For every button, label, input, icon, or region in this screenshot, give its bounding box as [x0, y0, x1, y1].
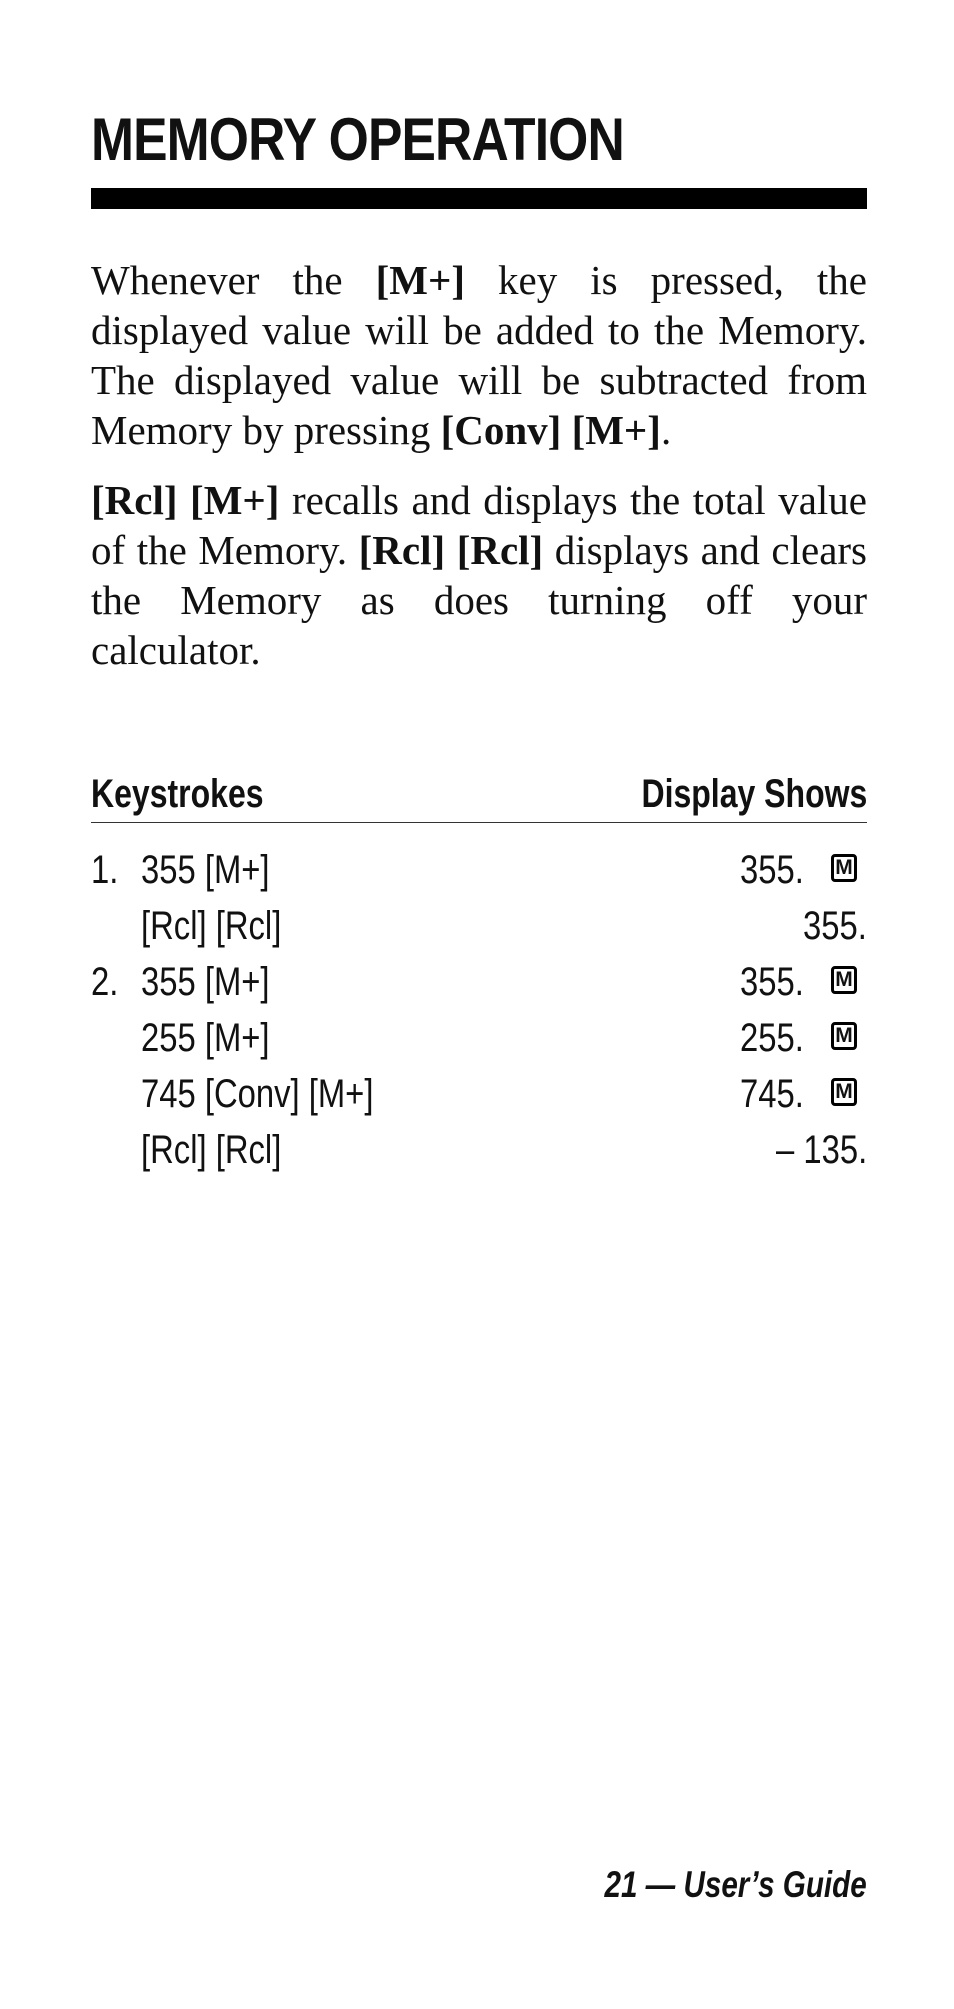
text-run: recalls and displays the total value of the Memory. — [91, 477, 867, 573]
table-row — [91, 954, 867, 1010]
display-shows-column-header: Display Shows — [641, 772, 867, 816]
display-cell — [567, 1066, 867, 1122]
table-row — [91, 1066, 867, 1122]
key-reference: [Rcl] [Rcl] — [358, 527, 544, 573]
title-underline-bar — [91, 188, 867, 209]
display-value: 355. — [740, 848, 804, 892]
step-number: 1. — [91, 848, 119, 892]
page-title: MEMORY OPERATION — [91, 106, 624, 173]
display-cell — [567, 898, 867, 954]
display-cell — [567, 1122, 867, 1178]
keystroke-sequence: 355 [M+] — [141, 848, 270, 892]
intro-paragraph-1 — [91, 255, 867, 455]
table-row — [91, 842, 867, 898]
key-reference: [M+] — [375, 257, 465, 303]
key-reference: [Rcl] [M+] — [91, 477, 280, 523]
page-footer: 21 — User’s Guide — [604, 1864, 867, 1905]
display-cell — [567, 842, 867, 898]
text-run: displays and clears the Memory as does turning off your calculator. — [91, 527, 867, 673]
text-run: . — [660, 407, 672, 453]
intro-paragraph-2 — [91, 475, 867, 675]
table-header — [91, 766, 867, 823]
display-value: 355. — [803, 904, 867, 948]
keystroke-table — [91, 842, 867, 1178]
keystroke-sequence: 355 [M+] — [141, 960, 270, 1004]
display-value: 745. — [740, 1072, 804, 1116]
memory-indicator-icon: M — [831, 966, 857, 994]
text-run: key is pressed, the displayed value will be added to the Memory. The displayed value will be subtracted from Memory by pressing — [91, 257, 867, 453]
manual-page — [91, 0, 867, 2009]
step-number: 2. — [91, 960, 119, 1004]
keystroke-sequence: 745 [Conv] [M+] — [141, 1072, 374, 1116]
keystrokes-column-header: Keystrokes — [91, 772, 264, 816]
keystroke-sequence: 255 [M+] — [141, 1016, 270, 1060]
display-cell — [567, 1010, 867, 1066]
display-value: – 135. — [775, 1128, 867, 1172]
table-row — [91, 898, 867, 954]
keystroke-sequence: [Rcl] [Rcl] — [141, 904, 282, 948]
display-value: 355. — [740, 960, 804, 1004]
key-reference: [Conv] [M+] — [440, 407, 661, 453]
table-row — [91, 1010, 867, 1066]
intro-text — [91, 255, 867, 695]
display-cell — [567, 954, 867, 1010]
memory-indicator-icon: M — [831, 1078, 857, 1106]
table-row — [91, 1122, 867, 1178]
memory-indicator-icon: M — [831, 854, 857, 882]
text-run: Whenever the — [91, 257, 376, 303]
display-value: 255. — [740, 1016, 804, 1060]
memory-indicator-icon: M — [831, 1022, 857, 1050]
keystroke-sequence: [Rcl] [Rcl] — [141, 1128, 282, 1172]
